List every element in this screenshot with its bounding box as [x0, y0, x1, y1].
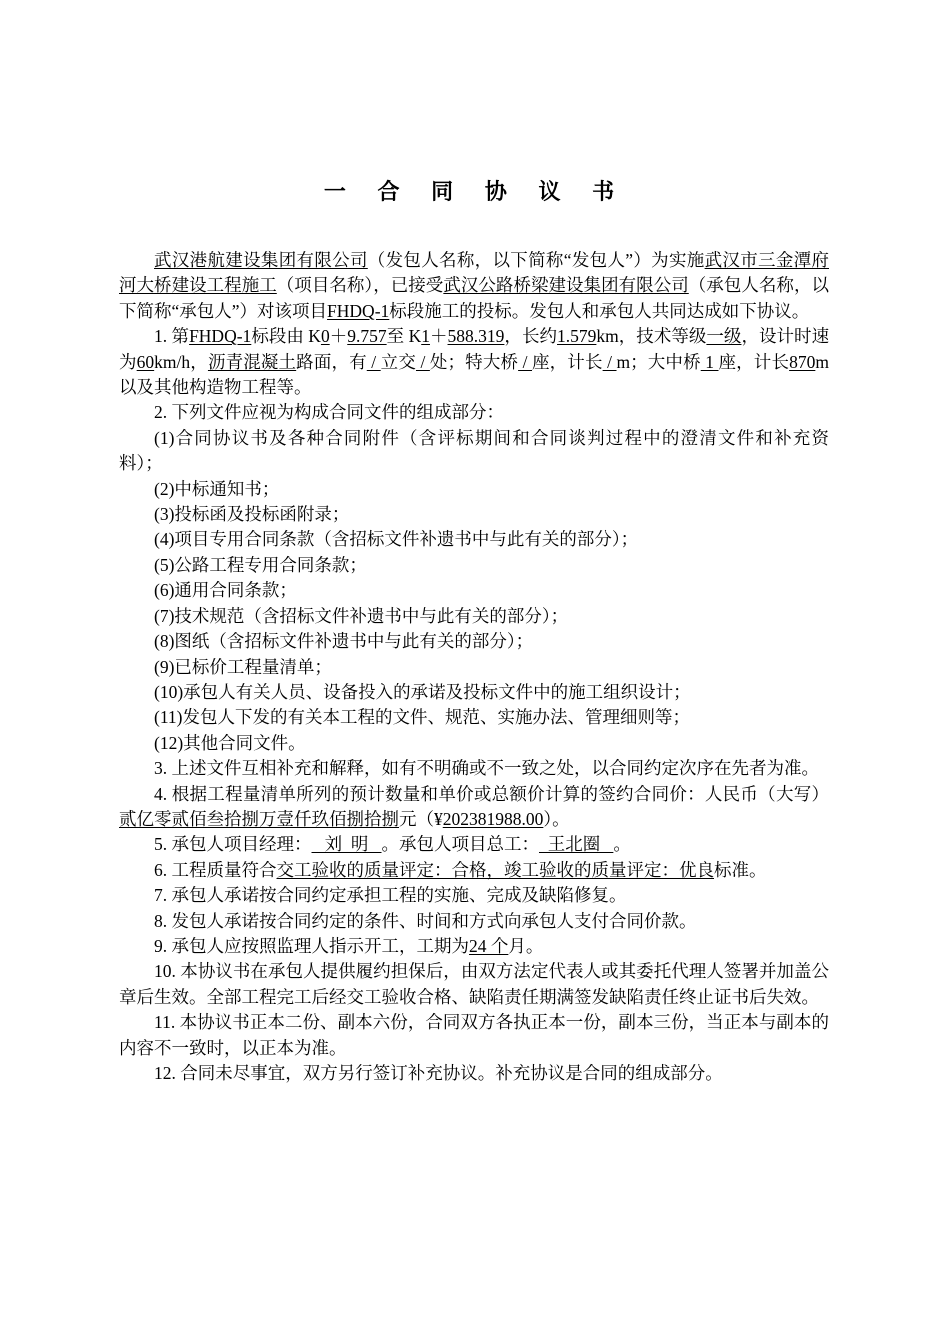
doc-list-item: (9)已标价工程量清单； [154, 656, 332, 677]
text-run: 处；特大桥 [429, 351, 519, 372]
text-run: 。承包人项目总工： [381, 834, 539, 855]
contractor-name: 武汉公路桥梁建设集团有限公司 [443, 275, 689, 296]
doc-list-item: (10)承包人有关人员、设备投入的承诺及投标文件中的施工组织设计； [154, 681, 691, 702]
agreement-body [119, 248, 829, 1086]
item-6 [119, 858, 829, 883]
text-run: ，设计时速为 [119, 326, 830, 372]
text-run: 5. 承包人项目经理： [154, 834, 312, 855]
text-run: 月。 [508, 935, 544, 956]
contract-price-upper: 贰亿零贰佰叁拾捌万壹仟玖佰捌拾捌 [119, 808, 399, 829]
filled-value: 1 [700, 351, 719, 372]
doc-list-item: (8)图纸（含招标文件补遗书中与此有关的部分）； [154, 631, 534, 652]
filled-value: 60 [136, 351, 155, 372]
filled-value: 0 [320, 326, 330, 347]
filled-value: 一级 [706, 326, 742, 347]
filled-value: 1.579 [557, 326, 597, 347]
item-9 [119, 934, 829, 959]
chief-engineer: 王北圈 [539, 834, 614, 855]
text-run: 9. 承包人应按照监理人指示开工，工期为 [154, 935, 469, 956]
filled-value: 588.319 [447, 326, 505, 347]
text-run: km，技术等级 [596, 326, 707, 347]
text-run: 元（¥ [399, 808, 443, 829]
item-8: 8. 发包人承诺按合同约定的条件、时间和方式向承包人支付合同价款。 [154, 910, 697, 931]
filled-value: 870 [789, 351, 816, 372]
filled-value: / [366, 351, 381, 372]
item-7: 7. 承包人承诺按合同约定承担工程的实施、完成及缺陷修复。 [154, 885, 627, 906]
doc-list-item: (12)其他合同文件。 [154, 732, 306, 753]
item-1 [119, 324, 829, 400]
doc-list-item: (1)合同协议书及各种合同附件（含评标期间和合同谈判过程中的澄清文件和补充资料）； [119, 427, 829, 474]
doc-list-item: (2)中标通知书； [154, 478, 280, 499]
item-11: 11. 本协议书正本二份、副本六份，合同双方各执正本一份，副本三份，当正本与副本的内容不一致时，以正本为准。 [119, 1012, 829, 1058]
text-run: 标准。 [714, 859, 767, 880]
intro-paragraph [119, 248, 829, 324]
item-3: 3. 上述文件互相补充和解释，如有不明确或不一致之处，以合同约定次序在先者为准。 [154, 758, 819, 779]
quality-standard: 交工验收的质量评定：合格，竣工验收的质量评定：优良 [276, 859, 714, 880]
section-code: FHDQ-1 [327, 300, 390, 321]
contract-price-amount: 202381988.00 [442, 808, 544, 829]
filled-value: / [518, 351, 533, 372]
doc-list-item: (11)发包人下发的有关本工程的文件、规范、实施办法、管理细则等； [154, 707, 691, 728]
filled-value: 1 [421, 326, 430, 347]
text-run: km/h， [154, 351, 208, 372]
text-run: m 以及其他构造物工程等。 [119, 351, 829, 398]
doc-list-item: (6)通用合同条款； [154, 580, 297, 601]
filled-value: 沥青混凝土 [207, 351, 297, 372]
text-run: ，长约 [504, 326, 558, 347]
page-title: 一 合 同 协 议 书 [323, 180, 627, 205]
text-run: ）。 [543, 808, 570, 829]
text-run: 标段施工的投标。发包人和承包人共同达成如下协议。 [389, 300, 810, 321]
text-run: 标段由 K [251, 326, 321, 347]
item-12: 12. 合同未尽事宜，双方另行签订补充协议。补充协议是合同的组成部分。 [154, 1063, 723, 1083]
text-run: （项目名称），已接受 [276, 275, 444, 296]
text-run: ＋ [429, 326, 448, 347]
filled-value: / [602, 351, 617, 372]
employer-name: 武汉港航建设集团有限公司 [154, 250, 368, 270]
filled-value: FHDQ-1 [189, 326, 252, 347]
project-name: 武汉市三金潭府河大桥建设工程施工 [119, 250, 829, 296]
item-5 [119, 832, 829, 857]
text-run: （承包人名称，以下简称“承包人”）对该项目 [119, 275, 829, 321]
text-run: 座，计长 [532, 351, 603, 372]
text-run: 4. 根据工程量清单所列的预计数量和单价或总额价计算的签约合同价：人民币（大写） [154, 783, 829, 804]
text-run: m；大中桥 [616, 351, 701, 372]
text-run: 座，计长 [718, 351, 790, 372]
filled-value: / [415, 351, 430, 372]
text-run: 6. 工程质量符合 [154, 859, 277, 880]
doc-list-item: (5)公路工程专用合同条款； [154, 554, 367, 575]
item-10: 10. 本协议书在承包人提供履约担保后，由双方法定代表人或其委托代理人签署并加盖公章后生效。全部工程完工后经交工验收合格、缺陷责任期满签发缺陷责任终止证书后失效。 [119, 961, 829, 1007]
text-run: 立交 [380, 351, 416, 372]
item-2: 2. 下列文件应视为构成合同文件的组成部分： [154, 402, 504, 423]
text-run: ＋ [329, 326, 348, 347]
text-run: （发包人名称，以下简称“发包人”）为实施 [367, 250, 705, 270]
doc-list-item: (7)技术规范（含招标文件补遗书中与此有关的部分）； [154, 605, 569, 626]
doc-list-item: (4)项目专用合同条款（含招标文件补遗书中与此有关的部分）； [154, 529, 639, 550]
project-manager: 刘 明 [311, 834, 382, 855]
item-4 [119, 782, 829, 833]
text-run: 1. 第 [154, 326, 190, 347]
text-run: 。 [613, 834, 631, 855]
filled-value: 9.757 [347, 326, 387, 347]
text-run: 路面，有 [296, 351, 367, 372]
doc-list-item: (3)投标函及投标函附录； [154, 504, 350, 525]
text-run: 至 K [386, 326, 422, 347]
construction-period: 24 个 [469, 935, 509, 956]
